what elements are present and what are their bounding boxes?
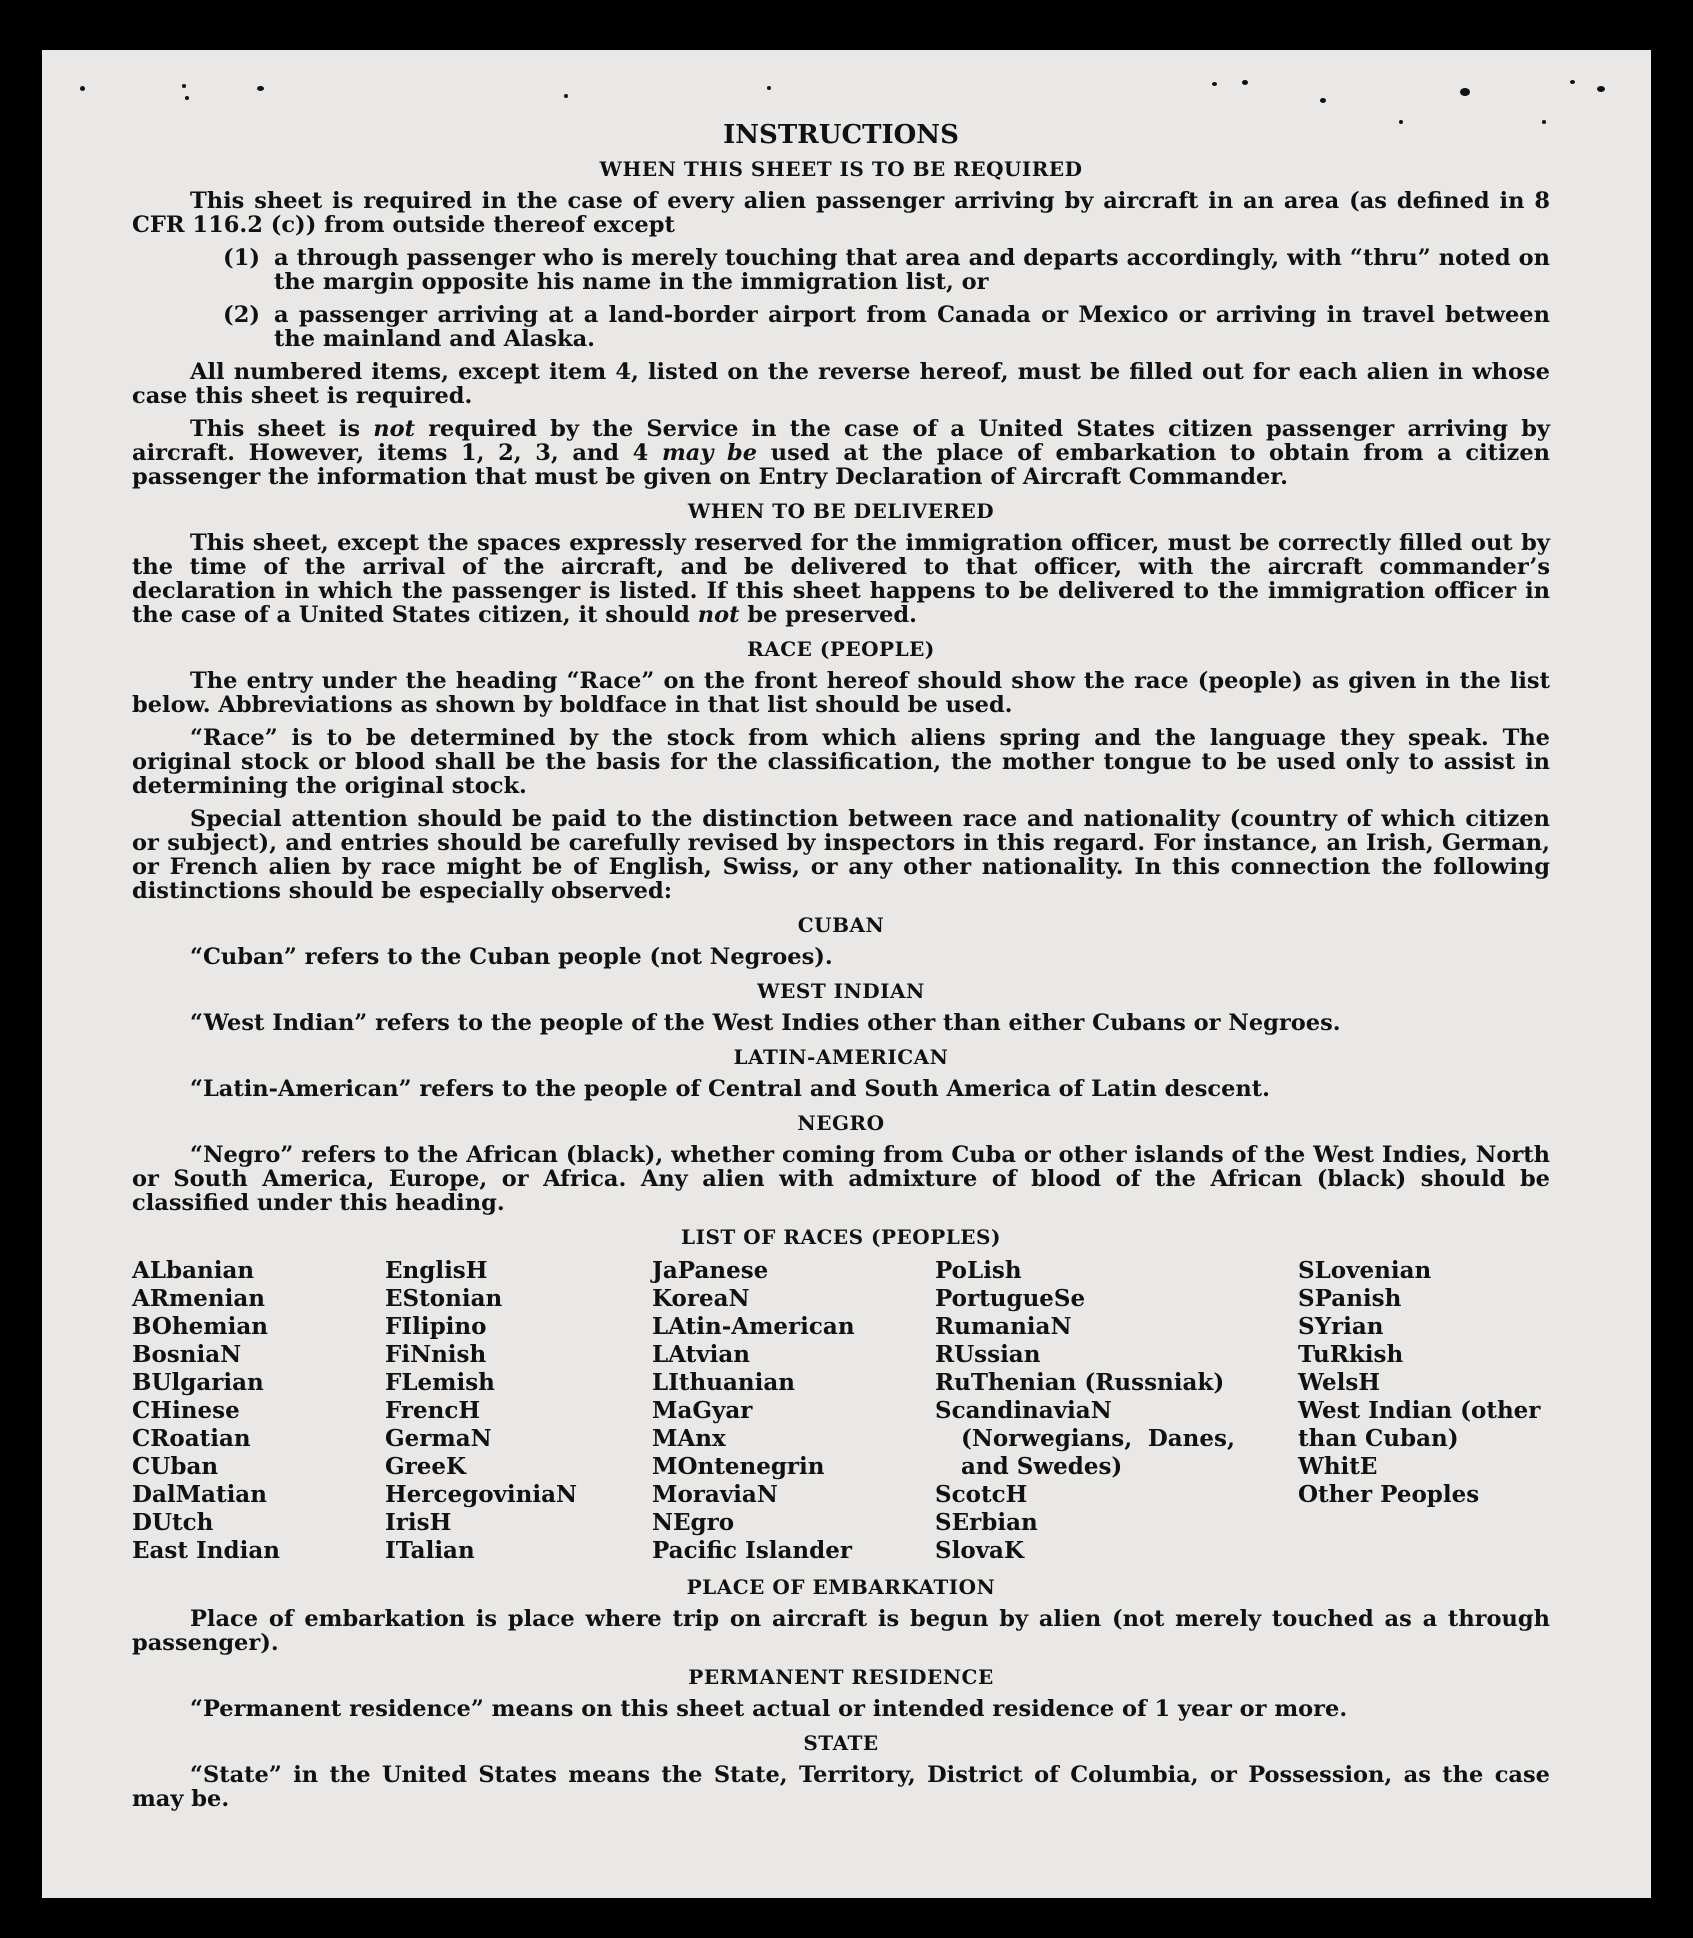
race-entry: DalMatian bbox=[132, 1481, 267, 1508]
race-entry: MAnx bbox=[652, 1425, 726, 1452]
exception-item-2 bbox=[132, 303, 1550, 351]
race-entry: RuThenian (Russniak) bbox=[935, 1369, 1225, 1396]
heading-permanent-residence: PERMANENT RESIDENCE bbox=[688, 1665, 994, 1689]
race-entry: MaGyar bbox=[652, 1397, 753, 1424]
item-number: (2) bbox=[223, 302, 260, 328]
race-entry: WhitE bbox=[1298, 1453, 1378, 1480]
paragraph-west-indian: “West Indian” refers to the people of the West Indies other than either Cubans or Negroes. bbox=[190, 1010, 1341, 1036]
race-entry: FLemish bbox=[385, 1369, 495, 1396]
race-entry: DUtch bbox=[132, 1509, 214, 1536]
race-entry: EnglisH bbox=[385, 1257, 488, 1284]
race-entry: MoraviaN bbox=[652, 1481, 778, 1508]
race-entry: BUlgarian bbox=[132, 1369, 264, 1396]
item-text: a passenger arriving at a land-border airport from Canada or Mexico or arriving in travel between the mainland and Alaska. bbox=[274, 302, 1550, 352]
speck bbox=[1212, 82, 1217, 86]
heading-list-of-races: LIST OF RACES (PEOPLES) bbox=[681, 1225, 1001, 1249]
race-entry: East Indian bbox=[132, 1537, 280, 1564]
paragraph-delivered bbox=[132, 531, 1550, 627]
race-entry: CHinese bbox=[132, 1397, 240, 1424]
heading-when-required: WHEN THIS SHEET IS TO BE REQUIRED bbox=[599, 157, 1083, 181]
race-entry: SLovenian bbox=[1298, 1257, 1432, 1284]
speck bbox=[182, 84, 186, 88]
speck bbox=[1597, 86, 1605, 92]
race-entry: PortugueSe bbox=[935, 1285, 1086, 1312]
race-entry: LIthuanian bbox=[652, 1369, 795, 1396]
speck bbox=[767, 86, 771, 90]
race-entry: ARmenian bbox=[132, 1285, 266, 1312]
race-entry: FrencH bbox=[385, 1397, 481, 1424]
heading-latin-american: LATIN-AMERICAN bbox=[733, 1045, 949, 1069]
speck bbox=[564, 94, 568, 98]
document-page bbox=[42, 50, 1651, 1898]
item-number: (1) bbox=[223, 245, 260, 271]
race-column bbox=[385, 1257, 652, 1565]
race-entry: GreeK bbox=[385, 1453, 467, 1480]
race-entry: KoreaN bbox=[652, 1285, 750, 1312]
speck bbox=[185, 96, 189, 100]
paragraph-residence: “Permanent residence” means on this sheet actual or intended residence of 1 year or more. bbox=[190, 1696, 1348, 1722]
race-entry: TuRkish bbox=[1298, 1341, 1404, 1368]
paragraph-state: “State” in the United States means the State, Territory, District of Columbia, or Possession, as the case may be. bbox=[132, 1762, 1550, 1812]
heading-state: STATE bbox=[803, 1731, 879, 1755]
race-entry: SlovaK bbox=[935, 1537, 1024, 1564]
paragraph-cuban: “Cuban” refers to the Cuban people (not Negroes). bbox=[190, 944, 833, 970]
race-column bbox=[935, 1257, 1235, 1565]
paragraph-numbered-items: All numbered items, except item 4, listed on the reverse hereof, must be filled out for each alien in whose case this sheet is required. bbox=[132, 359, 1550, 409]
heading-west-indian: WEST INDIAN bbox=[757, 979, 925, 1003]
race-column bbox=[652, 1257, 935, 1565]
race-column bbox=[132, 1257, 385, 1565]
paragraph-embarkation: Place of embarkation is place where trip on aircraft is begun by alien (not merely touched as a through passenger). bbox=[132, 1606, 1550, 1656]
text-run: used at the place of embarkation to obtain from a citizen passenger the information that must be given on Entry Declaration of Aircraft Commander. bbox=[132, 440, 1551, 490]
text-run: be preserved. bbox=[747, 602, 917, 628]
speck bbox=[1460, 88, 1470, 96]
paragraph-negro: “Negro” refers to the African (black), whether coming from Cuba or other islands of the West Indies, North or South America, Europe, or Africa. Any alien with admixture of blood of the African (black) should be classified under this heading. bbox=[132, 1142, 1550, 1216]
race-entry: SYrian bbox=[1298, 1313, 1384, 1340]
italic-run: not bbox=[697, 602, 740, 628]
speck bbox=[1242, 80, 1248, 85]
race-list bbox=[132, 1257, 1550, 1565]
text-run: This sheet is bbox=[190, 416, 360, 442]
bold-run: boldface bbox=[559, 692, 668, 718]
race-entry: SPanish bbox=[1298, 1285, 1402, 1312]
paragraph-race-1 bbox=[132, 669, 1550, 717]
speck bbox=[257, 86, 264, 91]
heading-cuban: CUBAN bbox=[797, 913, 885, 937]
heading-race: RACE (PEOPLE) bbox=[747, 637, 935, 661]
paragraph-race-3: Special attention should be paid to the distinction between race and nationality (country of which citizen or subject), and entries should be carefully revised by inspectors in this regard. For instance, an Irish, German, or French alien by race might be of English, Swiss, or any other nationality. In this connection the following distinctions should be especially observed: bbox=[132, 806, 1550, 904]
speck bbox=[1570, 80, 1575, 84]
race-entry: FiNnish bbox=[385, 1341, 487, 1368]
race-entry: ALbanian bbox=[132, 1257, 255, 1284]
race-entry: RUssian bbox=[935, 1341, 1041, 1368]
race-entry: LAtin-American bbox=[652, 1313, 855, 1340]
race-entry: West Indian (other than Cuban) bbox=[1298, 1397, 1541, 1452]
speck bbox=[80, 86, 85, 91]
race-entry: CRoatian bbox=[132, 1425, 251, 1452]
speck bbox=[1320, 98, 1326, 103]
italic-run: may be bbox=[661, 440, 758, 466]
paragraph-required-intro: This sheet is required in the case of every alien passenger arriving by aircraft in an area (as defined in 8 CFR 116.2 (c)) from outside thereof except bbox=[132, 188, 1550, 238]
race-entry: EStonian bbox=[385, 1285, 503, 1312]
paragraph-citizen bbox=[132, 417, 1550, 489]
race-entry: MOntenegrin bbox=[652, 1453, 825, 1480]
race-entry: ScotcH bbox=[935, 1481, 1028, 1508]
race-entry: BOhemian bbox=[132, 1313, 268, 1340]
race-entry: JaPanese bbox=[652, 1257, 769, 1284]
race-entry: GermaN bbox=[385, 1425, 492, 1452]
race-column bbox=[1298, 1257, 1550, 1565]
race-entry: CUban bbox=[132, 1453, 219, 1480]
race-entry: IrisH bbox=[385, 1509, 452, 1536]
italic-run: not bbox=[373, 416, 415, 442]
paragraph-latin-american: “Latin-American” refers to the people of Central and South America of Latin descent. bbox=[190, 1076, 1270, 1102]
page-title: INSTRUCTIONS bbox=[723, 120, 959, 150]
exception-item-1 bbox=[132, 246, 1550, 294]
race-entry: PoLish bbox=[935, 1257, 1022, 1284]
race-entry: ScandinaviaN (Norwegians, Danes, and Swedes) bbox=[935, 1397, 1235, 1480]
race-entry: Other Peoples bbox=[1298, 1481, 1480, 1508]
text-run: This sheet, except the spaces expressly reserved for the immigration officer, must be correctly filled out by the time of the arrival of the aircraft, and be delivered to that officer, with the aircraft commander’s declaration in which the passenger is listed. If this sheet happens to be delivered to the immigration officer in the case of a United States citizen, it should bbox=[132, 530, 1550, 628]
race-entry: ITalian bbox=[385, 1537, 475, 1564]
instructions-text bbox=[132, 120, 1551, 1820]
race-entry: NEgro bbox=[652, 1509, 735, 1536]
race-entry: Pacific Islander bbox=[652, 1537, 852, 1564]
race-entry: FIlipino bbox=[385, 1313, 487, 1340]
race-entry: RumaniaN bbox=[935, 1313, 1072, 1340]
race-entry: HercegoviniaN bbox=[385, 1481, 578, 1508]
race-entry: LAtvian bbox=[652, 1341, 750, 1368]
text-run: required by the Service in the case of a United States citizen passenger arriving by aircraft. However, items 1, 2, 3, and 4 bbox=[132, 416, 1550, 466]
heading-place-of-embarkation: PLACE OF EMBARKATION bbox=[686, 1575, 996, 1599]
race-entry: BosniaN bbox=[132, 1341, 242, 1368]
item-text: a through passenger who is merely touching that area and departs accordingly, with “thru” noted on the margin opposite his name in the immigration list, or bbox=[274, 245, 1550, 295]
heading-when-delivered: WHEN TO BE DELIVERED bbox=[687, 499, 995, 523]
heading-negro: NEGRO bbox=[797, 1111, 885, 1135]
paragraph-race-2: “Race” is to be determined by the stock from which aliens spring and the language they speak. The original stock or blood shall be the basis for the classification, the mother tongue to be used only to assist in determining the original stock. bbox=[132, 725, 1550, 799]
text-run: in that list should be used. bbox=[674, 692, 1013, 718]
text-run: The entry under the heading “Race” on the front hereof should show the race (people) as given in the list below. Abbreviations as shown by bbox=[132, 668, 1550, 718]
race-entry: SErbian bbox=[935, 1509, 1038, 1536]
race-entry: WelsH bbox=[1298, 1369, 1381, 1396]
